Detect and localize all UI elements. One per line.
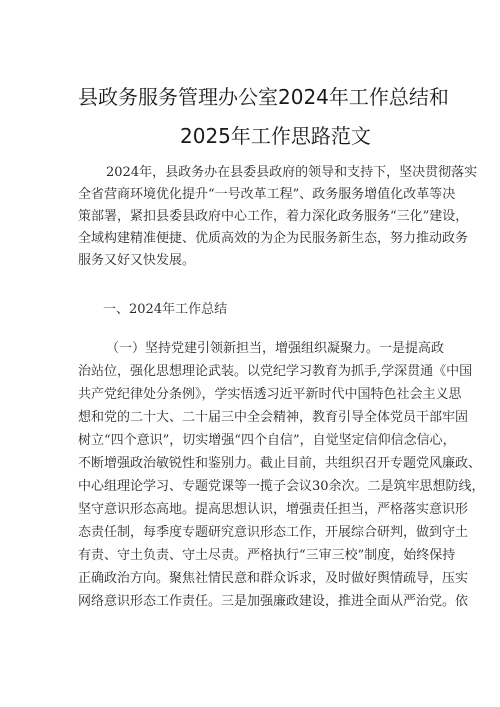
section-heading: 一、2024年工作总结 (103, 302, 228, 317)
body-line: 共产党纪律处分条例》，学实悟透习近平新时代中国特色社会主义思 (78, 387, 462, 402)
document-title-line-1: 县政务服务管理办公室2024年工作总结和 (78, 85, 449, 109)
body-line: （一）坚持党建引领新担当，增强组织凝聚力。一是提高政 (106, 341, 445, 356)
body-line: 正确政治方向。聚焦社情民意和群众诉求，及时做好舆情疏导，压实 (78, 571, 469, 586)
body-line: 治站位，强化思想理论武装。以党纪学习教育为抓手,学深贯通《中国 (78, 364, 473, 379)
body-line: 有责、守土负责、守土尽责。严格执行“三审三校”制度，始终保持 (78, 548, 456, 563)
body-line: 树立“四个意识”，切实增强“四个自信”，自觉坚定信仰信念信心， (78, 433, 456, 448)
intro-line: 全域构建精准便捷、优质高效的为企为民服务新生态，努力推动政务 (78, 231, 469, 246)
body-line: 网络意识形态工作责任。三是加强廉政建设，推进全面从严治党。依 (78, 594, 469, 609)
body-line: 想和党的二十大、二十届三中全会精神，教育引导全体党员干部牢固 (78, 410, 469, 425)
intro-line: 2024年，县政务办在县委县政府的领导和支持下，坚决贯彻落实 (106, 165, 478, 180)
intro-line: 服务又好又快发展。 (78, 253, 196, 268)
intro-line: 全省营商环境优化提升“一号改革工程”、政务服务增值化改革等决 (78, 187, 456, 202)
body-line: 坚守意识形态高地。提高思想认识，增强责任担当，严格落实意识形 (78, 502, 469, 517)
body-line: 态责任制，每季度专题研究意识形态工作，开展综合研判，做到守土 (78, 525, 469, 540)
body-line: 不断增强政治敏锐性和鉴别力。截止目前，共组织召开专题党风廉政、 (78, 456, 482, 471)
intro-line: 策部署，紧扣县委县政府中心工作，着力深化政务服务“三化”建设， (78, 209, 469, 224)
document-title-line-2: 2025年工作思路范文 (180, 124, 371, 148)
body-line: 中心组理论学习、专题党课等一揽子会议30余次。二是筑牢思想防线， (78, 479, 485, 494)
